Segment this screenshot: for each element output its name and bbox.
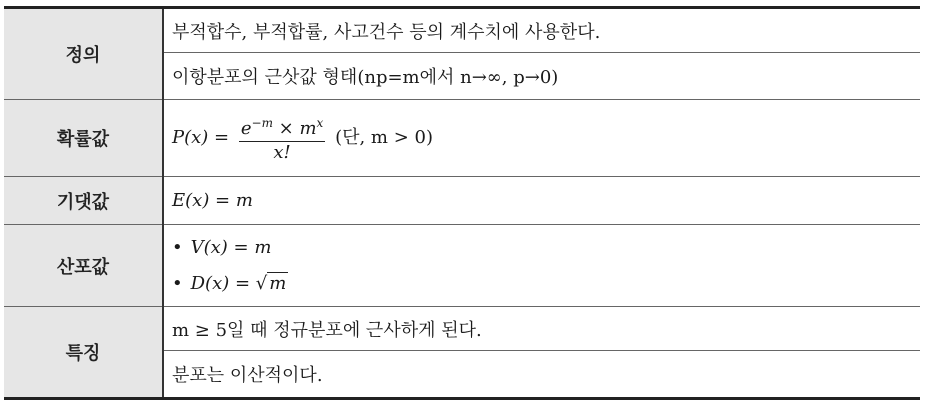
numerator-tail-exponent: x — [316, 116, 324, 130]
formula-condition: (단, m > 0) — [335, 127, 433, 148]
row-expectation — [4, 177, 920, 225]
row-dispersion — [4, 225, 920, 307]
numerator-base: e — [240, 118, 252, 139]
label-definition: 정의 — [4, 8, 163, 100]
bullet-icon: • — [172, 273, 183, 294]
label-dispersion: 산포값 — [4, 225, 163, 307]
formula-lhs: P(x) = — [172, 127, 230, 148]
numerator-tail: × m — [272, 118, 317, 139]
dispersion-variance — [172, 230, 920, 266]
formula-denominator: x! — [273, 142, 291, 163]
sqrt-radical — [267, 273, 288, 294]
numerator-exponent: −m — [251, 116, 273, 130]
expectation-formula: E(x) = m — [163, 177, 920, 225]
definition-line-2: 이항분포의 근삿값 형태(np=m에서 n→∞, p→0) — [172, 67, 559, 88]
definition-line-1: 부적합수, 부적합률, 사고건수 등의 계수치에 사용한다. — [164, 9, 920, 53]
characteristics-content — [163, 307, 920, 399]
label-probability: 확률값 — [4, 100, 163, 177]
characteristics-line-2: 분포는 이산적이다. — [172, 365, 323, 386]
row-probability — [4, 100, 920, 177]
label-characteristics: 특징 — [4, 307, 163, 399]
row-characteristics — [4, 307, 920, 399]
stddev-formula-prefix: D(x) = √ — [190, 273, 268, 294]
dispersion-stddev — [172, 266, 920, 302]
formula-fraction — [239, 112, 325, 164]
bullet-icon: • — [172, 237, 183, 258]
formula-numerator — [239, 112, 325, 142]
variance-formula: V(x) = m — [190, 237, 272, 258]
label-expectation: 기댓값 — [4, 177, 163, 225]
definition-content — [163, 8, 920, 100]
poisson-distribution-table — [4, 6, 920, 400]
radicand: m — [269, 273, 287, 294]
row-definition — [4, 8, 920, 100]
characteristics-line-1: m ≥ 5일 때 정규분포에 근사하게 된다. — [164, 307, 920, 351]
probability-formula — [163, 100, 920, 177]
dispersion-content — [163, 225, 920, 307]
